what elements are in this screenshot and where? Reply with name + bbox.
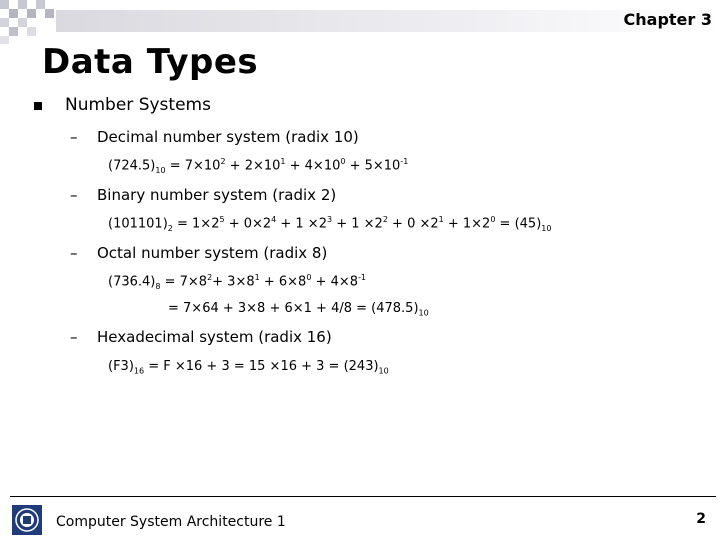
equation-text: + 1 ×2 bbox=[276, 216, 327, 232]
equation-text: (724.5) bbox=[108, 158, 156, 174]
section-binary bbox=[70, 186, 336, 204]
equation-text: + 2×10 bbox=[225, 158, 281, 174]
equation-text: + 1 ×2 bbox=[332, 216, 383, 232]
subscript: 10 bbox=[378, 366, 389, 376]
equation-text: + 3×8 bbox=[212, 274, 255, 290]
section-heading: Binary number system (radix 2) bbox=[97, 186, 337, 204]
superscript: 1 bbox=[280, 157, 286, 166]
dash-bullet-icon: – bbox=[70, 186, 78, 204]
equation-text: + 0 ×2 bbox=[387, 216, 439, 232]
section-heading: Hexadecimal system (radix 16) bbox=[97, 328, 332, 346]
equation-text: = 1×2 bbox=[172, 216, 220, 232]
equation-line bbox=[108, 273, 366, 291]
superscript: 1 bbox=[438, 215, 444, 224]
equation-text: (736.4) bbox=[108, 274, 156, 290]
equation-text: + 4×10 bbox=[285, 158, 341, 174]
bullet-number-systems: Number Systems bbox=[65, 95, 211, 115]
section-heading: Octal number system (radix 8) bbox=[97, 244, 328, 262]
equation-text: + 5×10 bbox=[345, 158, 401, 174]
superscript: 0 bbox=[490, 215, 496, 224]
slide-title: Data Types bbox=[42, 42, 259, 82]
equation-text: + 0×2 bbox=[224, 216, 272, 232]
equation-text: (101101) bbox=[108, 216, 168, 232]
section-octal bbox=[70, 244, 327, 262]
superscript: 5 bbox=[219, 215, 225, 224]
equation-line bbox=[108, 359, 389, 376]
footer-course-title: Computer System Architecture 1 bbox=[56, 514, 286, 530]
subscript: 16 bbox=[133, 366, 145, 376]
equation-text: (F3) bbox=[108, 359, 134, 374]
equation-text: = 7×64 + 3×8 + 6×1 + 4/8 = (478.5) bbox=[168, 301, 419, 316]
superscript: 0 bbox=[306, 273, 312, 282]
superscript: 1 bbox=[254, 273, 260, 282]
equation-line bbox=[108, 157, 408, 175]
superscript: 2 bbox=[220, 157, 226, 166]
section-decimal bbox=[70, 128, 359, 146]
square-bullet-icon bbox=[34, 102, 42, 110]
superscript: 0 bbox=[340, 157, 346, 166]
dash-bullet-icon: – bbox=[70, 128, 78, 146]
university-seal-icon bbox=[12, 505, 42, 535]
page-number: 2 bbox=[696, 511, 706, 527]
superscript: 2 bbox=[382, 215, 388, 224]
dash-bullet-icon: – bbox=[70, 244, 78, 262]
dash-bullet-icon: – bbox=[70, 328, 78, 346]
equation-line bbox=[168, 301, 429, 318]
superscript: 2 bbox=[207, 273, 213, 282]
section-heading: Decimal number system (radix 10) bbox=[97, 128, 359, 146]
equation-text: + 4×8 bbox=[311, 274, 358, 290]
header-gradient-bar bbox=[56, 10, 720, 32]
equation-line bbox=[108, 215, 551, 233]
equation-text: + 6×8 bbox=[259, 274, 307, 290]
equation-text: = 7×8 bbox=[160, 274, 208, 290]
equation-text: = (45) bbox=[495, 216, 542, 232]
subscript: 10 bbox=[155, 165, 166, 175]
subscript: 10 bbox=[418, 308, 429, 318]
equation-text: = F ×16 + 3 = 15 ×16 + 3 = (243) bbox=[144, 359, 379, 374]
footer-divider bbox=[10, 496, 716, 497]
superscript: 4 bbox=[271, 215, 277, 224]
subscript: 10 bbox=[541, 223, 552, 233]
subscript: 8 bbox=[155, 281, 161, 291]
superscript: -1 bbox=[358, 273, 366, 282]
chapter-label: Chapter 3 bbox=[623, 10, 712, 29]
section-hexadecimal bbox=[70, 328, 332, 346]
equation-text: + 1×2 bbox=[443, 216, 491, 232]
subscript: 2 bbox=[167, 223, 173, 233]
equation-text: = 7×10 bbox=[165, 158, 221, 174]
superscript: 3 bbox=[326, 215, 333, 224]
superscript: -1 bbox=[400, 157, 409, 166]
checker-decoration bbox=[0, 0, 60, 44]
